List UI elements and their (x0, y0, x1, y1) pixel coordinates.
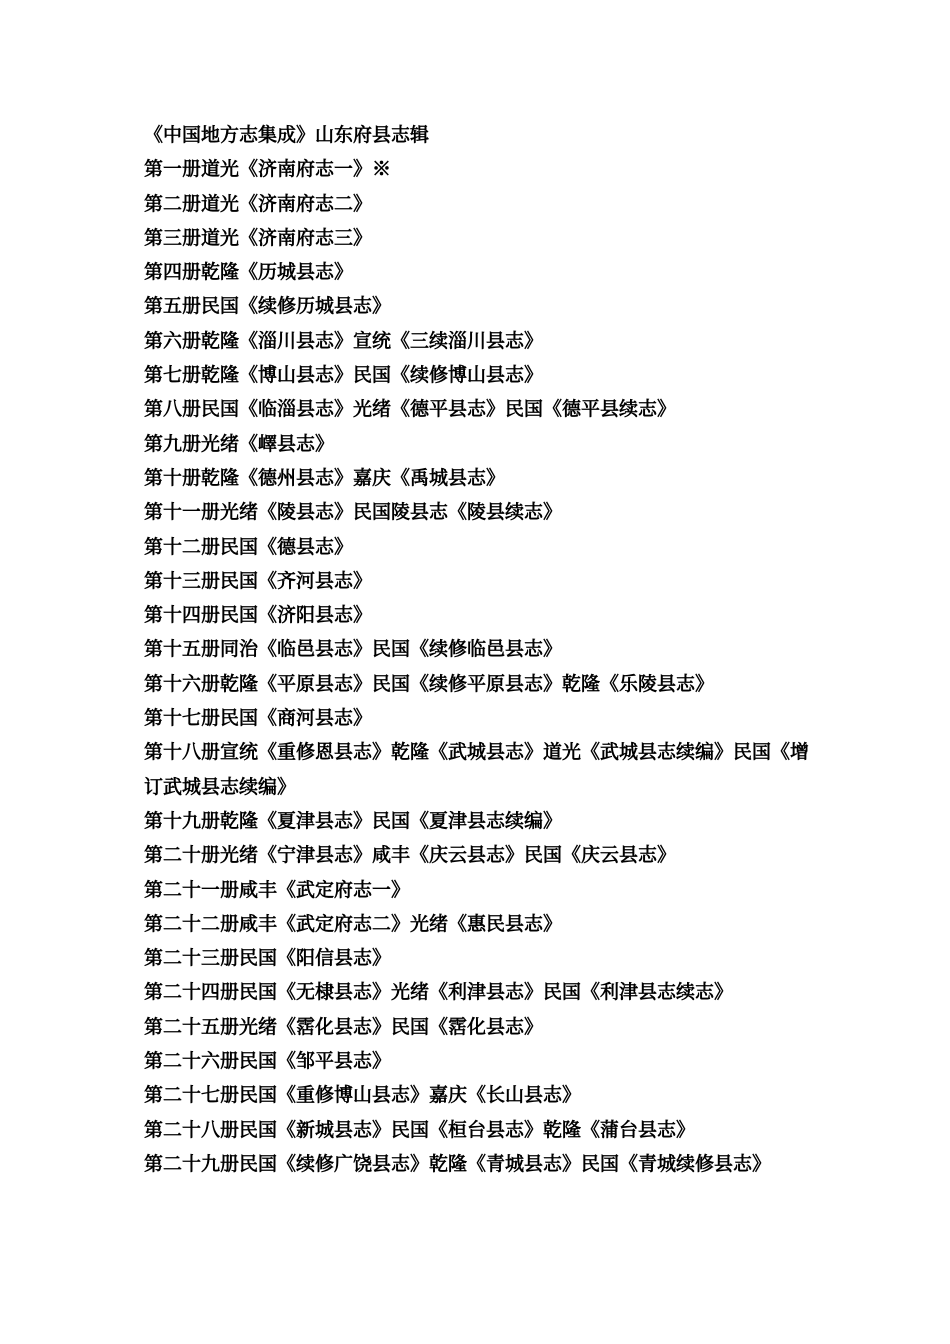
volume-entry: 第七册乾隆《博山县志》民国《续修博山县志》 (144, 364, 544, 387)
volume-entry: 第十四册民国《济阳县志》 (144, 604, 373, 627)
volume-entry: 第二十八册民国《新城县志》民国《桓台县志》乾隆《蒲台县志》 (144, 1118, 696, 1141)
volume-entry: 第五册民国《续修历城县志》 (144, 295, 392, 318)
volume-entry: 第二十九册民国《续修广饶县志》乾隆《青城县志》民国《青城续修县志》 (144, 1152, 772, 1175)
volume-entry: 第二十二册咸丰《武定府志二》光绪《惠民县志》 (144, 912, 563, 935)
document-title: 《中国地方志集成》山东府县志辑 (144, 124, 430, 146)
volume-entry: 第八册民国《临淄县志》光绪《德平县志》民国《德平县续志》 (144, 398, 677, 421)
volume-list (144, 152, 824, 1181)
volume-entry: 第十八册宣统《重修恩县志》乾隆《武城县志》道光《武城县志续编》民国《增订武城县志续编》 (144, 741, 810, 798)
volume-entry: 第二十五册光绪《霑化县志》民国《霑化县志》 (144, 1015, 544, 1038)
volume-entry: 第二十三册民国《阳信县志》 (144, 947, 392, 970)
volume-entry: 第二十七册民国《重修博山县志》嘉庆《长山县志》 (144, 1084, 582, 1107)
volume-entry: 第六册乾隆《淄川县志》宣统《三续淄川县志》 (144, 329, 544, 352)
volume-entry: 第一册道光《济南府志一》※ (144, 158, 392, 181)
volume-entry: 第十二册民国《德县志》 (144, 535, 354, 558)
volume-entry: 第四册乾隆《历城县志》 (144, 261, 354, 284)
volume-entry: 第十五册同治《临邑县志》民国《续修临邑县志》 (144, 638, 563, 661)
volume-entry: 第三册道光《济南府志三》 (144, 226, 373, 249)
volume-entry: 第十一册光绪《陵县志》民国陵县志《陵县续志》 (144, 501, 563, 524)
volume-entry: 第二十一册咸丰《武定府志一》 (144, 878, 411, 901)
volume-entry: 第二十册光绪《宁津县志》咸丰《庆云县志》民国《庆云县志》 (144, 844, 677, 867)
volume-entry: 第十九册乾隆《夏津县志》民国《夏津县志续编》 (144, 809, 563, 832)
volume-entry: 第二册道光《济南府志二》 (144, 192, 373, 215)
volume-entry: 第二十四册民国《无棣县志》光绪《利津县志》民国《利津县志续志》 (144, 981, 734, 1004)
volume-entry: 第十六册乾隆《平原县志》民国《续修平原县志》乾隆《乐陵县志》 (144, 672, 715, 695)
document-body (144, 118, 824, 1181)
volume-entry: 第十三册民国《齐河县志》 (144, 569, 373, 592)
volume-entry: 第二十六册民国《邹平县志》 (144, 1050, 392, 1073)
volume-entry: 第十七册民国《商河县志》 (144, 707, 373, 730)
volume-entry: 第十册乾隆《德州县志》嘉庆《禹城县志》 (144, 466, 506, 489)
volume-entry: 第九册光绪《嶧县志》 (144, 432, 335, 455)
